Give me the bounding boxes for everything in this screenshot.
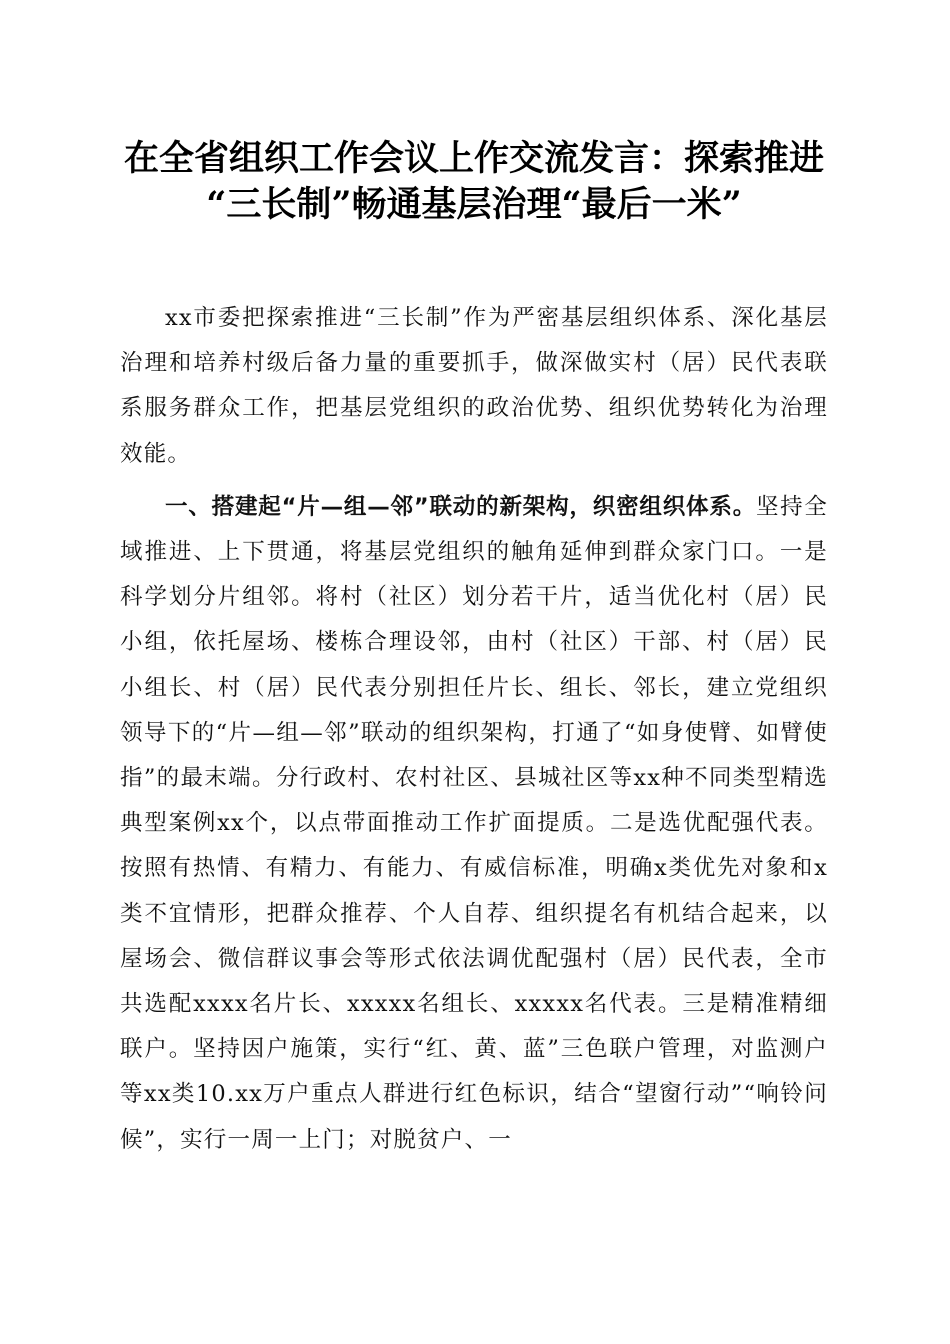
document-title bbox=[120, 136, 828, 228]
document-body bbox=[120, 296, 828, 1163]
section-1-heading: 一、搭建起“片—组—邻”联动的新架构，织密组织体系。 bbox=[165, 493, 757, 520]
intro-paragraph: xx市委把探索推进“三长制”作为严密基层组织体系、深化基层治理和培养村级后备力量的重要抓手，做深做实村（居）民代表联系服务群众工作，把基层党组织的政治优势、组织优势转化为治理效能。 bbox=[120, 305, 828, 467]
title-line-2: “三长制”畅通基层治理“最后一米” bbox=[206, 184, 742, 225]
section-1-body: 坚持全域推进、上下贯通，将基层党组织的触角延伸到群众家门口。一是科学划分片组邻。将村（社区）划分若干片，适当优化村（居）民小组，依托屋场、楼栋合理设邻，由村（社区）干部、村（居）民小组长、村（居）民代表分别担任片长、组长、邻长，建立党组织领导下的“片—组—邻”联动的组织架构，打通了“如身使臂、如臂使指”的最末端。分行政村、农村社区、县城社区等xx种不同类型精选典型案例xx个，以点带面推动工作扩面提质。二是选优配强代表。按照有热情、有精力、有能力、有威信标准，明确x类优先对象和x类不宜情形，把群众推荐、个人自荐、组织提名有机结合起来，以屋场会、微信群议事会等形式依法调优配强村（居）民代表，全市共选配xxxx名片长、xxxxx名组长、xxxxx名代表。三是精准精细联户。坚持因户施策，实行“红、黄、蓝”三色联户管理，对监测户等xx类10.xx万户重点人群进行红色标识，结合“望窗行动”“响铃问候”，实行一周一上门；对脱贫户、一 bbox=[120, 493, 828, 1153]
section-1-paragraph bbox=[120, 485, 828, 1163]
title-line-1: 在全省组织工作会议上作交流发言：探索推进 bbox=[123, 138, 824, 179]
